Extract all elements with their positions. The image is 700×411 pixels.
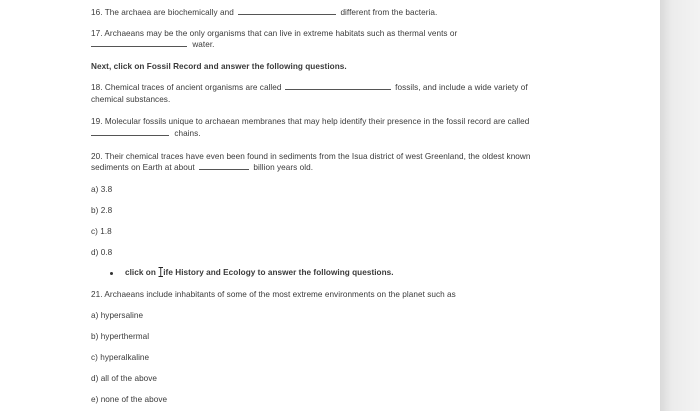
q20-option-a: a) 3.8 (91, 185, 113, 194)
question-19-line2 (91, 128, 201, 139)
q16-text-end: different from the bacteria. (340, 8, 438, 17)
q20-text-end: billion years old. (253, 163, 314, 172)
q21-option-a: a) hypersaline (91, 311, 144, 320)
text-cursor-icon (159, 268, 163, 276)
section-life-history-heading (125, 267, 394, 278)
question-20-line2 (91, 162, 313, 173)
q17-answer-blank (91, 39, 187, 47)
question-18-line1 (91, 82, 528, 93)
section-fossil-record-heading: Next, click on Fossil Record and answer the following questions. (91, 62, 347, 71)
q20-option-b: b) 2.8 (91, 206, 113, 215)
life-history-text-end: ife History and Ecology to answer the following questions. (163, 268, 394, 277)
question-17-line2 (91, 39, 214, 50)
q19-answer-blank (91, 128, 169, 136)
bullet-icon (110, 272, 113, 275)
q20-text-start: sediments on Earth at about (91, 163, 195, 172)
q21-option-c: c) hyperalkaline (91, 353, 150, 362)
question-21-line1: 21. Archaeans include inhabitants of some of the most extreme environments on the planet such as (91, 290, 456, 299)
question-17-line1: 17. Archaeans may be the only organisms that can live in extreme habitats such as thermal vents or (91, 29, 458, 38)
q21-option-e: e) none of the above (91, 395, 168, 404)
q17-text-end: water. (192, 40, 215, 49)
question-18-line2: chemical substances. (91, 95, 171, 104)
question-19-line1: 19. Molecular fossils unique to archaean membranes that may help identify their presence in the fossil record are called (91, 117, 530, 126)
question-16 (91, 7, 437, 18)
q16-answer-blank (238, 7, 336, 15)
q20-option-d: d) 0.8 (91, 248, 113, 257)
q20-answer-blank (199, 162, 249, 170)
q21-option-b: b) hyperthermal (91, 332, 150, 341)
q16-text-start: 16. The archaea are biochemically and (91, 8, 234, 17)
q18-text-start: 18. Chemical traces of ancient organisms are called (91, 83, 282, 92)
q18-text-end: fossils, and include a wide variety of (395, 83, 528, 92)
page-edge-background (660, 0, 700, 411)
q18-answer-blank (285, 82, 391, 90)
q21-option-d: d) all of the above (91, 374, 158, 383)
q19-text-end: chains. (174, 129, 201, 138)
life-history-text-start: click on (125, 268, 156, 277)
q20-option-c: c) 1.8 (91, 227, 112, 236)
question-20-line1: 20. Their chemical traces have even been found in sediments from the Isua district of west Greenland, the oldest known (91, 152, 531, 161)
